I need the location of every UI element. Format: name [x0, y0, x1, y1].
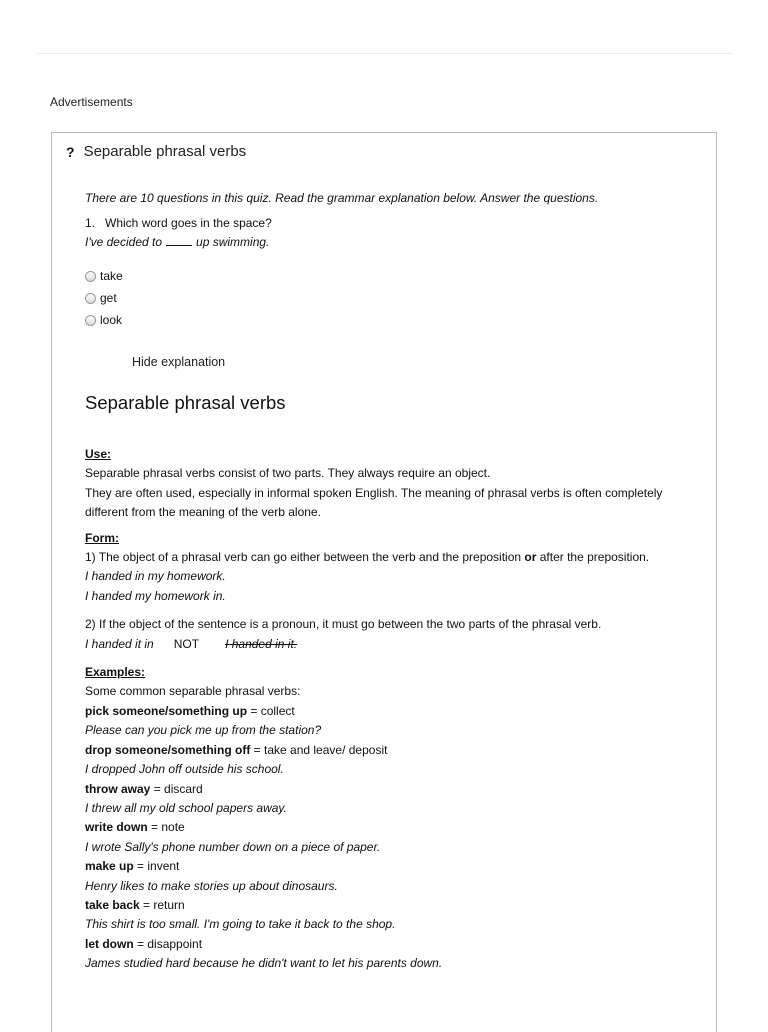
example-sentence: Henry likes to make stories up about dinosaurs.	[85, 878, 338, 893]
sentence-after: up swimming.	[196, 235, 270, 249]
example-sentence: I dropped John off outside his school.	[85, 762, 284, 777]
explanation-title: Separable phrasal verbs	[85, 392, 286, 413]
quiz-intro: There are 10 questions in this quiz. Read the grammar explanation below. Answer the questions.	[85, 191, 599, 205]
form-rule-1	[85, 548, 705, 567]
verb-meaning: = collect	[247, 703, 295, 718]
example-sentence: I threw all my old school papers away.	[85, 800, 287, 815]
question-number: 1.	[85, 216, 96, 230]
phrasal-verb: drop someone/something off	[85, 742, 251, 757]
question-mark-icon: ?	[66, 143, 75, 160]
example-sentence: I wrote Sally's phone number down on a piece of paper.	[85, 839, 381, 854]
option-look[interactable]	[85, 313, 122, 327]
radio-button[interactable]	[85, 271, 96, 282]
form-rule-emphasis: or	[524, 550, 537, 565]
example-definition	[85, 896, 705, 915]
quiz-title: Separable phrasal verbs	[83, 143, 247, 160]
verb-meaning: = return	[139, 897, 185, 912]
use-heading: Use:	[85, 447, 112, 461]
form-example: I handed in my homework.	[85, 569, 226, 584]
form-heading: Form:	[85, 530, 119, 545]
not-label: NOT	[173, 636, 200, 651]
verb-meaning: = discard	[150, 781, 203, 796]
use-text: Separable phrasal verbs consist of two parts. They always require an object.	[85, 466, 491, 481]
phrasal-verb: make up	[85, 859, 134, 874]
use-text: They are often used, especially in informal spoken English. The meaning of phrasal verbs is often completely	[85, 485, 663, 500]
option-take[interactable]	[85, 269, 123, 283]
examples-heading: Examples:	[85, 665, 146, 680]
sentence-before: I've decided to	[85, 235, 163, 249]
option-label: get	[100, 291, 117, 305]
verb-meaning: = take and leave/ deposit	[250, 742, 388, 757]
example-sentence: This shirt is too small. I'm going to take it back to the shop.	[85, 917, 396, 932]
explanation-content	[85, 445, 705, 974]
answer-blank	[166, 235, 192, 246]
question-prompt	[85, 216, 272, 230]
radio-button[interactable]	[85, 293, 96, 304]
option-get[interactable]	[85, 291, 117, 305]
top-divider	[37, 53, 733, 54]
option-label: take	[100, 269, 123, 283]
quiz-header	[66, 143, 246, 160]
verb-meaning: = note	[147, 820, 185, 835]
form-rule-text: 1) The object of a phrasal verb can go either between the verb and the preposition	[85, 550, 525, 565]
incorrect-example: I handed in it.	[225, 636, 298, 651]
phrasal-verb: pick someone/something up	[85, 703, 248, 718]
phrasal-verb: let down	[85, 936, 134, 951]
example-definition	[85, 818, 705, 837]
question-sentence	[85, 235, 269, 249]
phrasal-verb: write down	[85, 820, 148, 835]
example-sentence: James studied hard because he didn't want to let his parents down.	[85, 956, 443, 971]
radio-button[interactable]	[85, 315, 96, 326]
use-text: different from the meaning of the verb alone.	[85, 505, 321, 520]
example-definition	[85, 857, 705, 876]
advertisements-label: Advertisements	[50, 95, 133, 109]
example-definition	[85, 741, 705, 760]
example-definition	[85, 780, 705, 799]
example-sentence: Please can you pick me up from the station?	[85, 723, 322, 738]
example-definition	[85, 935, 705, 954]
hide-explanation-button[interactable]: Hide explanation	[132, 355, 226, 369]
form-rule-2: 2) If the object of the sentence is a pronoun, it must go between the two parts of the phrasal verb.	[85, 617, 602, 632]
phrasal-verb: throw away	[85, 781, 151, 796]
form-rule-2-example	[85, 635, 705, 654]
verb-meaning: = disappoint	[133, 936, 203, 951]
verb-meaning: = invent	[133, 859, 180, 874]
form-example: I handed my homework in.	[85, 588, 226, 603]
option-label: look	[100, 313, 123, 327]
quiz-panel	[51, 132, 717, 1032]
phrasal-verb: take back	[85, 897, 140, 912]
form-rule-text: after the preposition.	[536, 550, 650, 565]
question-text: Which word goes in the space?	[105, 216, 272, 230]
examples-intro: Some common separable phrasal verbs:	[85, 684, 301, 699]
example-definition	[85, 702, 705, 721]
correct-example: I handed it in	[85, 636, 154, 651]
